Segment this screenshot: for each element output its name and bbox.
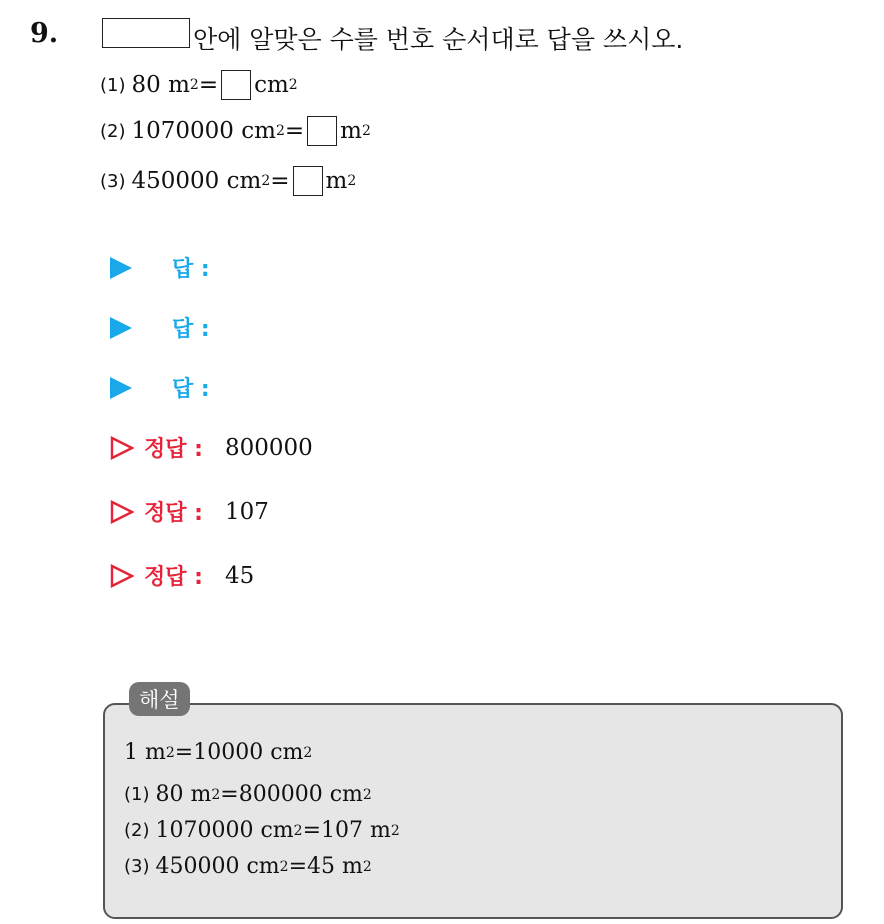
equals-sign: =: [288, 854, 308, 879]
item-right-unit: cm: [254, 72, 289, 98]
equals-sign: =: [302, 818, 322, 843]
exp-right: 45 m: [307, 854, 363, 879]
correct-answer-2: [110, 496, 269, 527]
play-triangle-icon: [110, 257, 132, 279]
answer-label: 답 :: [172, 317, 210, 342]
play-triangle-icon: [110, 377, 132, 399]
blank-box: [307, 116, 337, 146]
item-label: (1): [124, 784, 150, 805]
explanation-line-3: (3) 450000 cm 2 = 45 m 2: [124, 854, 372, 879]
equals-sign: =: [198, 72, 219, 98]
equals-sign: =: [284, 118, 305, 144]
blank-box: [221, 70, 251, 100]
explanation-box: [103, 703, 843, 919]
correct-label: 정답 :: [144, 565, 203, 590]
item-label: (2): [124, 820, 150, 841]
explanation-base: 1 m 2 = 10000 cm 2: [124, 740, 313, 765]
answer-prompt-3: [110, 372, 210, 403]
explanation-line-1: (1) 80 m 2 = 800000 cm 2: [124, 782, 372, 807]
item-label: (2): [100, 120, 126, 142]
exp-right: 800000 cm: [238, 782, 363, 807]
outline-triangle-icon: [110, 500, 134, 524]
question-item-3: (3) 450000 cm 2 = m 2: [100, 168, 357, 194]
play-triangle-icon: [110, 317, 132, 339]
correct-value: 107: [224, 498, 269, 525]
correct-value: 800000: [224, 434, 313, 461]
answer-prompt-2: [110, 312, 210, 343]
question-number: 9.: [30, 18, 59, 49]
answer-label: 답 :: [172, 257, 210, 282]
answer-blank-box: [102, 18, 190, 48]
question-item-1: (1) 80 m 2 = cm 2: [100, 72, 298, 98]
item-right-unit: m: [325, 168, 348, 194]
correct-label: 정답 :: [144, 501, 203, 526]
item-left: 450000 cm: [131, 168, 262, 194]
item-label: (1): [100, 74, 126, 96]
exp-left: 450000 cm: [155, 854, 280, 879]
item-label: (3): [124, 856, 150, 877]
item-left: 1070000 cm: [131, 118, 276, 144]
answer-prompt-1: [110, 252, 210, 283]
item-right-unit: m: [340, 118, 362, 144]
answer-label: 답 :: [172, 377, 210, 402]
explanation-tab: 해설: [129, 682, 190, 716]
item-left: 80 m: [131, 72, 190, 98]
correct-label: 정답 :: [144, 437, 203, 462]
equals-sign: =: [220, 782, 239, 807]
question-item-2: (2) 1070000 cm 2 = m 2: [100, 118, 371, 144]
blank-box: [293, 166, 323, 196]
equals-sign: =: [174, 740, 194, 765]
outline-triangle-icon: [110, 564, 134, 588]
outline-triangle-icon: [110, 436, 134, 460]
exp-left: 1 m: [124, 740, 166, 765]
correct-answer-3: [110, 560, 254, 591]
exp-right: 10000 cm: [193, 740, 304, 765]
equals-sign: =: [270, 168, 290, 194]
correct-value: 45: [224, 562, 255, 589]
exp-right: 107 m: [321, 818, 391, 843]
question-instruction: 안에 알맞은 수를 번호 순서대로 답을 쓰시오.: [193, 25, 684, 54]
item-label: (3): [100, 170, 126, 192]
exp-left: 1070000 cm: [155, 818, 294, 843]
exp-left: 80 m: [155, 782, 212, 807]
correct-answer-1: [110, 432, 313, 463]
explanation-line-2: (2) 1070000 cm 2 = 107 m 2: [124, 818, 400, 843]
